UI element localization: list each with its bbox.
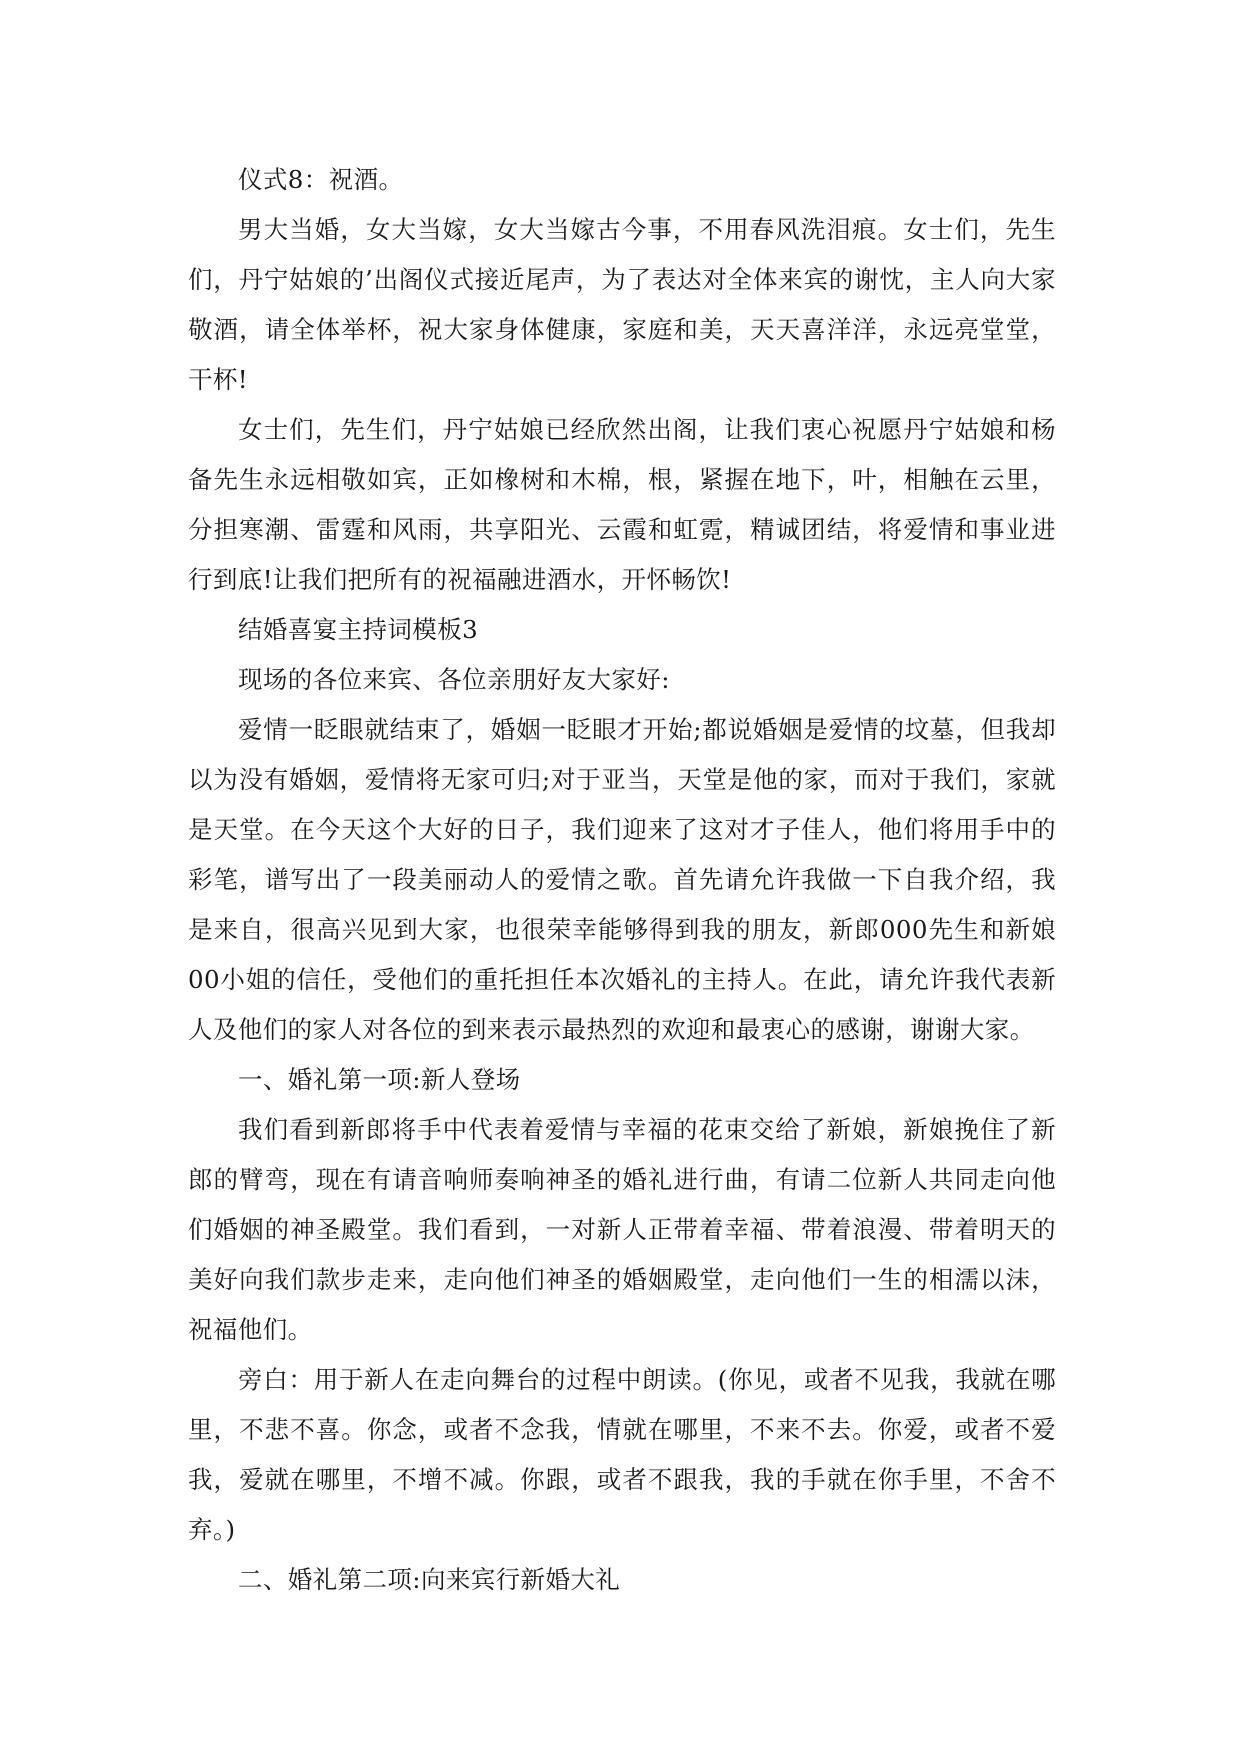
- section-2-heading: 二、婚礼第二项:向来宾行新婚大礼: [238, 1565, 621, 1594]
- document-body: [188, 155, 1056, 1605]
- opening-paragraph: 爱情一眨眼就结束了，婚姻一眨眼才开始;都说婚姻是爱情的坟墓，但我却以为没有婚姻，爱情将无家可归;对于亚当，天堂是他的家，而对于我们，家就是天堂。在今天这个大好的日子，我们迎来了这对才子佳人，他们将用手中的彩笔，谱写出了一段美丽动人的爱情之歌。首先请允许我做一下自我介绍，我是来自，很高兴见到大家，也很荣幸能够得到我的朋友，新郎000先生和新娘00小姐的信任，受他们的重托担任本次婚礼的主持人。在此，请允许我代表新人及他们的家人对各位的到来表示最热烈的欢迎和最衷心的感谢，谢谢大家。: [188, 715, 1056, 1044]
- blessing-paragraph: 女士们，先生们，丹宁姑娘已经欣然出阁，让我们衷心祝愿丹宁姑娘和杨备先生永远相敬如宾，正如橡树和木棉，根，紧握在地下，叶，相触在云里，分担寒潮、雷霆和风雨，共享阳光、云霞和虹霓，精诚团结，将爱情和事业进行到底!让我们把所有的祝福融进酒水，开怀畅饮!: [188, 415, 1056, 594]
- entrance-paragraph: 我们看到新郎将手中代表着爱情与幸福的花束交给了新娘，新娘挽住了新郎的臂弯，现在有请音响师奏响神圣的婚礼进行曲，有请二位新人共同走向他们婚姻的神圣殿堂。我们看到，一对新人正带着幸福、带着浪漫、带着明天的美好向我们款步走来，走向他们神圣的婚姻殿堂，走向他们一生的相濡以沫，祝福他们。: [188, 1115, 1056, 1344]
- greeting-line: 现场的各位来宾、各位亲朋好友大家好:: [238, 665, 670, 694]
- section-1-heading: 一、婚礼第一项:新人登场: [238, 1065, 521, 1094]
- template-3-title: 结婚喜宴主持词模板3: [238, 615, 479, 644]
- ritual-8-heading: 仪式8：祝酒。: [238, 165, 404, 194]
- narration-paragraph: 旁白：用于新人在走向舞台的过程中朗读。(你见，或者不见我，我就在哪里，不悲不喜。你念，或者不念我，情就在哪里，不来不去。你爱，或者不爱我，爱就在哪里，不增不减。你跟，或者不跟我，我的手就在你手里，不舍不弃。): [188, 1365, 1056, 1544]
- toast-paragraph: 男大当婚，女大当嫁，女大当嫁古今事，不用春风洗泪痕。女士们，先生们，丹宁姑娘的’出阁仪式接近尾声，为了表达对全体来宾的谢忱，主人向大家敬酒，请全体举杯，祝大家身体健康，家庭和美，天天喜洋洋，永远亮堂堂，干杯!: [188, 215, 1056, 394]
